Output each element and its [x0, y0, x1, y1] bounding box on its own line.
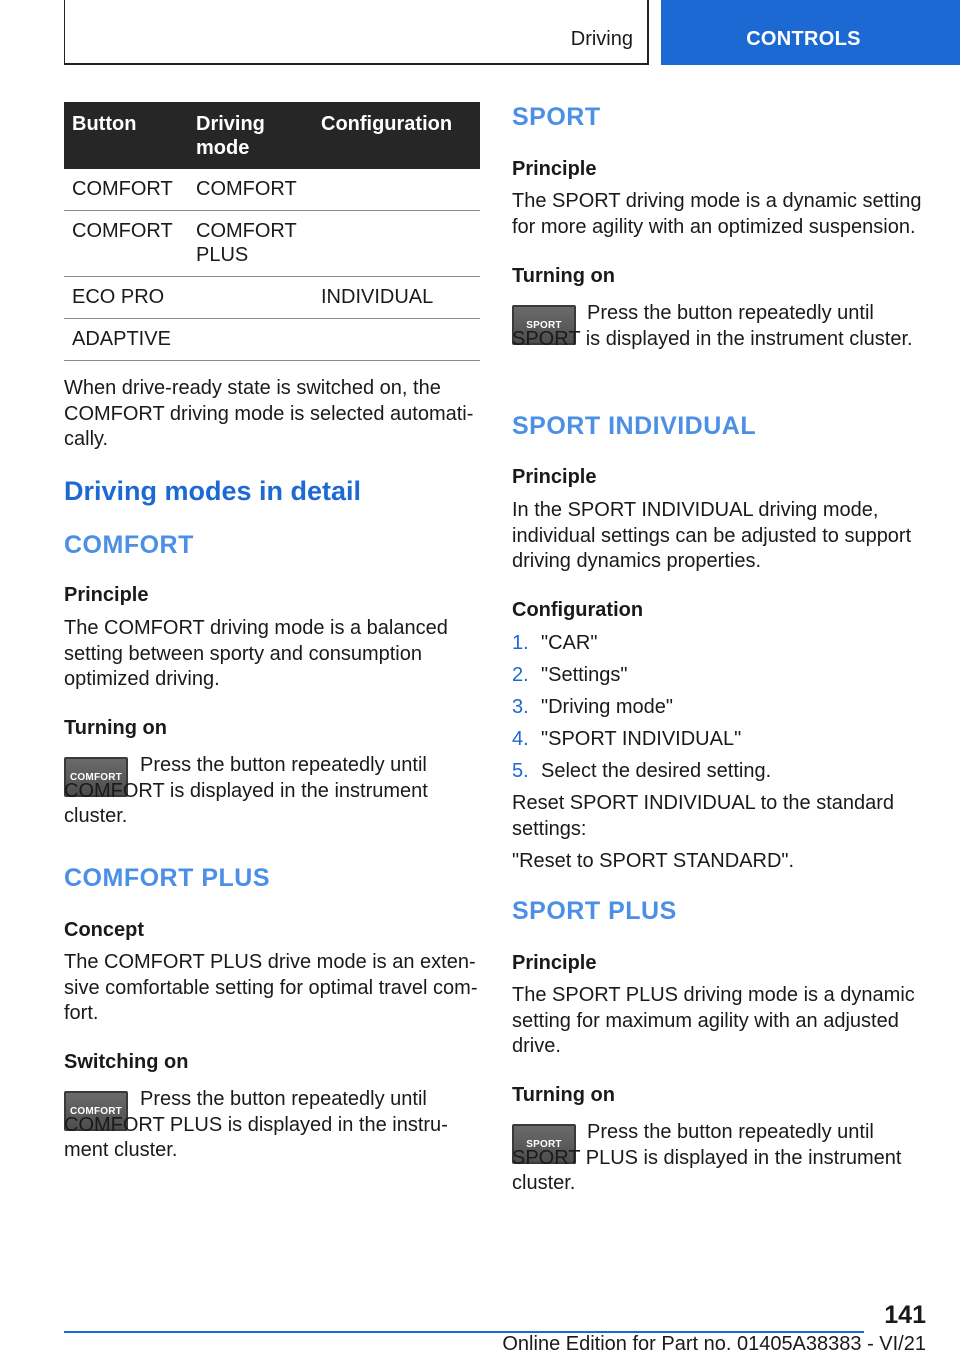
sport-heading: SPORT: [512, 103, 601, 131]
comfort-plus-switching-on-label: Switching on: [64, 1051, 189, 1073]
comfort-heading: COMFORT: [64, 531, 194, 559]
table-cell: ADAPTIVE: [64, 319, 188, 361]
comfort-plus-heading: COMFORT PLUS: [64, 864, 270, 892]
sport-plus-principle-text: The SPORT PLUS driving mode is a dynamic setting for maximum agility with an adjusted drive.: [512, 984, 915, 1057]
step-number: 2.: [512, 664, 529, 686]
sport-turning-on-label: Turning on: [512, 265, 615, 287]
sport-plus-turning-on-text: Press the button repeatedly until SPORT PLUS is displayed in the instrument cluster.: [512, 1121, 902, 1194]
comfort-principle-label: Principle: [64, 584, 149, 606]
table-cell: [313, 169, 480, 211]
step-text: "Driving mode": [541, 696, 674, 718]
sport-individual-configuration-label: Configuration: [512, 599, 644, 621]
table-row: [64, 277, 480, 319]
list-item: [512, 691, 928, 723]
header-chapter-tab: [661, 0, 960, 65]
table-cell: [188, 319, 313, 361]
driving-mode-table: [64, 102, 480, 361]
comfort-principle-text: The COMFORT driving mode is a balanced setting between sporty and consumption optimized driving.: [64, 617, 448, 690]
table-row: [64, 211, 480, 277]
table-header-row: [64, 102, 480, 169]
comfort-button-image: COMFORT: [64, 757, 128, 797]
step-number: 1.: [512, 632, 529, 654]
table-cell: ECO PRO: [64, 277, 188, 319]
comfort-turning-on-text: Press the button repeatedly until COMFORT is displayed in the instrument cluster.: [64, 754, 428, 827]
step-text: "Settings": [541, 664, 628, 686]
table-cell: COMFORT PLUS: [188, 211, 313, 277]
table-header-cell: Configuration: [313, 102, 480, 169]
step-number: 5.: [512, 760, 529, 782]
table-row: [64, 319, 480, 361]
comfort-plus-concept-label: Concept: [64, 919, 144, 941]
header-section-box: [64, 0, 649, 65]
step-text: "SPORT INDIVIDUAL": [541, 728, 742, 750]
comfort-plus-switching-on-text: Press the button repeatedly until COMFORT PLUS is displayed in the instrument cluster.: [64, 1088, 448, 1161]
sport-turning-on-text: Press the button repeatedly until SPORT is displayed in the instrument cluster.: [512, 302, 913, 350]
sport-individual-principle-label: Principle: [512, 466, 597, 488]
sport-plus-button-image: SPORT: [512, 1124, 576, 1164]
table-cell: [313, 319, 480, 361]
configuration-steps-list: [512, 627, 928, 787]
list-item: [512, 755, 928, 787]
section-title: Driving modes in detail: [64, 476, 362, 506]
table-header-cell: Button: [64, 102, 188, 169]
sport-individual-reset-text: Reset SPORT INDIVIDUAL to the standard settings:: [512, 792, 895, 840]
step-text: "CAR": [541, 632, 598, 654]
sport-individual-heading: SPORT INDIVIDUAL: [512, 412, 757, 440]
comfort-turning-on-label: Turning on: [64, 717, 167, 739]
table-cell: COMFORT: [64, 169, 188, 211]
table-cell: [188, 277, 313, 319]
sport-individual-principle-text: In the SPORT INDIVIDUAL driving mode, individual settings can be adjusted to support driving dynamics properties.: [512, 499, 912, 572]
footer-edition: Online Edition for Part no. 01405A38383 - VI/21: [502, 1333, 926, 1355]
intro-paragraph: When drive-ready state is switched on, the COMFORT driving mode is selected automatically.: [64, 377, 474, 450]
header-section-title: Driving: [570, 28, 633, 50]
table-cell: COMFORT: [64, 211, 188, 277]
header-chapter-title: CONTROLS: [746, 28, 861, 50]
comfort-plus-button-image: COMFORT: [64, 1091, 128, 1131]
step-number: 4.: [512, 728, 529, 750]
step-text: Select the desired setting.: [541, 760, 772, 782]
sport-button-image: SPORT: [512, 305, 576, 345]
sport-plus-turning-on-label: Turning on: [512, 1084, 615, 1106]
table-header-cell: Driving mode: [188, 102, 313, 169]
table-cell: COMFORT: [188, 169, 313, 211]
list-item: [512, 627, 928, 659]
sport-individual-reset-action: "Reset to SPORT STANDARD".: [512, 850, 795, 872]
table-cell: INDIVIDUAL: [313, 277, 480, 319]
sport-plus-heading: SPORT PLUS: [512, 897, 677, 925]
step-number: 3.: [512, 696, 529, 718]
sport-principle-label: Principle: [512, 158, 597, 180]
sport-plus-principle-label: Principle: [512, 952, 597, 974]
sport-principle-text: The SPORT driving mode is a dynamic setting for more agility with an optimized suspension.: [512, 190, 922, 238]
comfort-plus-concept-text: The COMFORT PLUS drive mode is an extensive comfortable setting for optimal travel comfort.: [64, 951, 478, 1024]
table-row: [64, 169, 480, 211]
list-item: [512, 659, 928, 691]
list-item: [512, 723, 928, 755]
page-number: 141: [884, 1301, 926, 1329]
table-cell: [313, 211, 480, 277]
